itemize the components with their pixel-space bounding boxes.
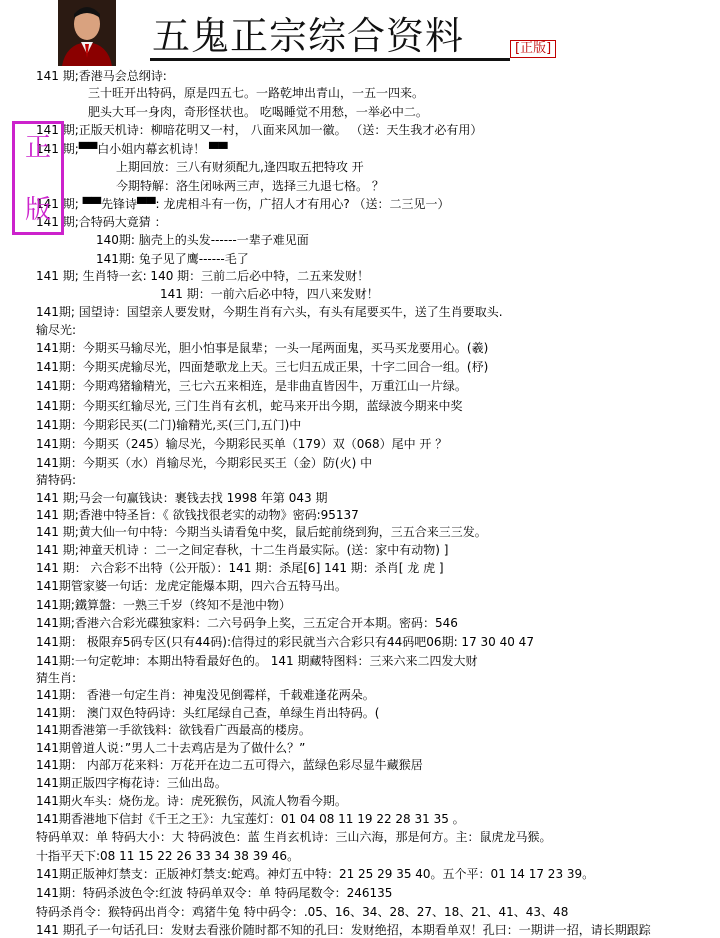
content-line: 特码单双：单 特码大小：大 特码波色：蓝 生肖玄机诗：三山六海，那是何方。主：鼠虎龙马猴。 (36, 830, 552, 844)
content-line: 141 期;香港马会总纲诗: (36, 69, 167, 83)
content-line: 141期：今期彩民买(二门)输精光,买(三门,五门)中 (36, 418, 302, 432)
content-line: 141期;香港六合彩光碟独家料：二六号码争上奖，三五定合开本期。密码：546 (36, 616, 458, 630)
content-line: 141期; 国望诗：国望亲人要发财，今期生肖有六头，有头有尾要买牛，送了生肖要取头. (36, 305, 503, 319)
content-line: 141期：今期买马输尽光，胆小怕事是鼠辈；一头一尾两面鬼，买马买龙要用心。(羲) (36, 341, 489, 355)
content-line: 三十旺开出特码，原是四五七。一路乾坤出青山，一五一四来。 (88, 86, 425, 100)
content-line: 141期：今期买（水）肖输尽光，今期彩民买王（金）防(火) 中 (36, 456, 373, 470)
stamp-char-2: 版 (25, 195, 52, 225)
content-line: 141 期： 六合彩不出特（公开版）：141 期：杀尾[6] 141 期：杀肖[ 龙 虎 ] (36, 561, 444, 575)
content-line: 141期管家婆一句话：龙虎定能爆本期，四六合五特马出。 (36, 579, 347, 593)
author-portrait (58, 0, 116, 66)
content-line: 141 期;正版天机诗：柳暗花明又一村， 八面来风加一徽。 （送：天生我才必有用） (36, 123, 483, 137)
content-line: 141 期孔子一句话孔曰：发财去看涨价随时都不知的孔曰：发财绝招，本期看单双！孔曰：一期讲一招，请长期跟踪 (36, 923, 651, 937)
content-line: 141期;鐵算盤：一熟三千岁（终知不是池中物） (36, 598, 291, 612)
content-line: 猜特码: (36, 473, 77, 487)
content-line: 141期:一句定乾坤：本期出特看最好色的。 141 期藏特图料：三来六来二四发大财 (36, 654, 478, 668)
content-line: 肥头大耳一身肉，奇形怪状也。 吃喝睡觉不用愁，一举必中二。 (88, 105, 428, 119)
content-line: 141期： 澳门双色特码诗：头红尾绿自己查，单绿生肖出特码。( (36, 706, 380, 720)
portrait-image (58, 0, 116, 66)
content-line: 141 期;神童天机诗 ：二一之间定春秋，十二生肖最实际。(送：家中有动物) ] (36, 543, 449, 557)
content-line: 141期： 内部万花来料：万花开在边二五可得六，蓝绿色彩尽显牛藏猴居 (36, 758, 423, 772)
content-line: 141期：今期买（245）输尽光，今期彩民买单（179）双（068）尾中 开 ？ (36, 437, 448, 451)
content-line: 141 期;黄大仙一句中特：今期当头请看兔中奖，鼠后蛇前绕到狗，三五合来三三发。 (36, 525, 487, 539)
content-line: 猜生肖: (36, 671, 77, 685)
content-line: 141 期; ▀▀先锋诗▀▀: 龙虎相斗有一伤，广招人才有用心? （送：二三见一） (36, 197, 450, 211)
content-line: 141 期;马会一句赢钱诀：裹钱去找 1998 年第 043 期 (36, 491, 328, 505)
page-title: 五鬼正宗综合资料 (152, 14, 465, 58)
content-line: 141 期：一前六后必中特，四八来发财！ (160, 287, 379, 301)
content-line: 十指平天下:08 11 15 22 26 33 34 38 39 46。 (36, 849, 300, 863)
content-line: 141期: 兔子见了鹰------毛了 (96, 252, 249, 266)
content-line: 141期： 极限弃5码专区(只有44码):信得过的彩民就当六合彩只有44码吧06期: 17 30 40 47 (36, 635, 534, 649)
content-line: 141 期;合特码大竟猜 ： (36, 215, 167, 229)
content-line: 141期：今期买红输尽光, 三门生肖有玄机，蛇马来开出今期，蓝绿波今期来中奖 (36, 399, 463, 413)
content-line: 141期正版神灯禁支：正版神灯禁支:蛇鸡。神灯五中特：21 25 29 35 40。五个平：01 14 17 23 39。 (36, 867, 595, 881)
content-line: 141期火车头：烧伤龙。诗：虎死猴伤，风流人物看今期。 (36, 794, 347, 808)
page-header (0, 0, 720, 70)
content-line: 141期香港第一手欲钱料：欲钱看广西最高的楼房。 (36, 723, 311, 737)
content-line: 141 期; 生肖特一玄: 140 期：三前二后必中特，二五来发财！ (36, 269, 370, 283)
official-badge: [正版] (510, 40, 556, 58)
title-underline (150, 58, 510, 61)
content-line: 今期特解：洛生闭咏两三声，选择三九退七格。 ？ (116, 179, 384, 193)
content-line: 141期香港地下信封《千王之王》：九宝莲灯：01 04 08 11 19 22 28 31 35 。 (36, 812, 465, 826)
content-line: 141期： 香港一句定生肖：神鬼没见倒霉样，千载难逢花两朵。 (36, 688, 375, 702)
content-line: 141期：今期鸡猪输精光，三七六五来相连，是非曲直皆因牛，万重江山一片绿。 (36, 379, 467, 393)
official-stamp (12, 121, 64, 235)
content-line: 特码杀肖令：猴特码出肖令：鸡猪牛兔 特中码令：.05、16、34、28、27、18、21、41、43、48 (36, 905, 569, 919)
stamp-char-1: 正 (25, 133, 52, 163)
content-line: 141 期;▀▀白小姐内幕玄机诗！ ▀▀ (36, 142, 228, 156)
content-line: 141期曾道人说：”男人二十去鸡店是为了做什么？” (36, 741, 306, 755)
content-line: 141期正版四字梅花诗：三仙出岛。 (36, 776, 227, 790)
content-line: 141期：今期买虎输尽光，四面楚歌龙上天。三七归五成正果，十字二回合一组。(杼) (36, 360, 489, 374)
content-line: 140期: 脑壳上的头发------一辈子难见面 (96, 233, 309, 247)
content-line: 141 期;香港中特圣旨：《 欲钱找很老实的动物》密码:95137 (36, 508, 359, 522)
content-line: 上期回放：三八有财须配九,逢四取五把特攻 开 (116, 160, 364, 174)
content-line: 141期：特码杀波色令:红波 特码单双令：单 特码尾数令：246135 (36, 886, 393, 900)
content-line: 输尽光: (36, 323, 77, 337)
